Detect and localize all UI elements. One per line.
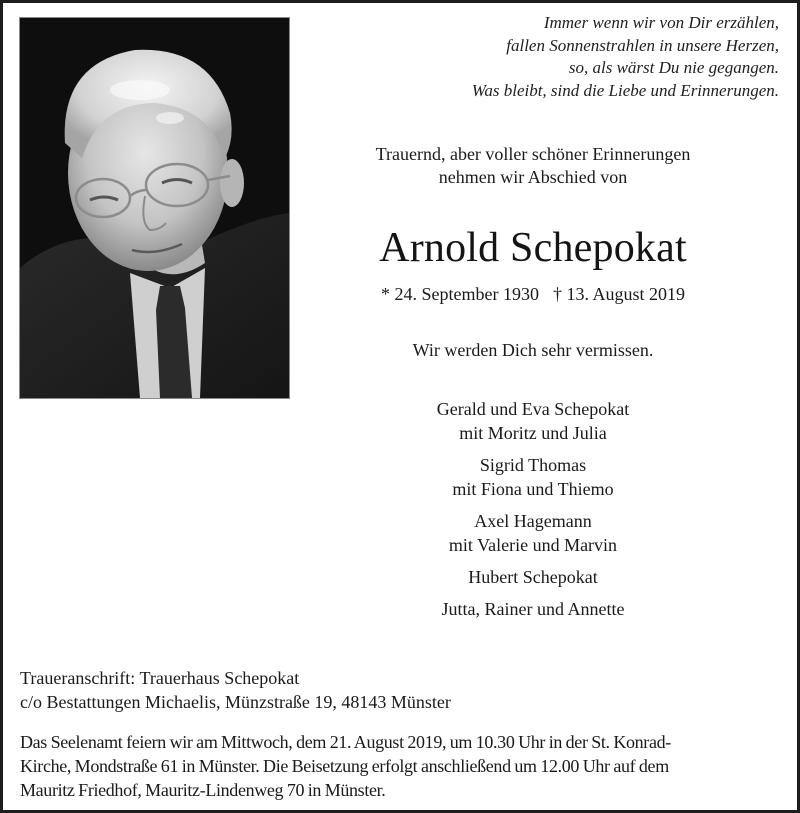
mourner-group xyxy=(333,565,733,589)
poem-line: so, als wärst Du nie gegangen. xyxy=(568,58,779,77)
poem-line: Was bleibt, sind die Liebe und Erinnerungen. xyxy=(471,80,779,100)
portrait-image xyxy=(20,18,289,398)
service-details xyxy=(20,730,792,802)
memorial-poem xyxy=(339,12,779,102)
life-dates xyxy=(333,282,733,306)
address-line: Traueranschrift: Trauerhaus Schepokat xyxy=(20,668,300,688)
mourner-name: Sigrid Thomas xyxy=(479,455,587,475)
portrait-photo xyxy=(20,18,289,398)
poem-line: Immer wenn wir von Dir erzählen, xyxy=(543,13,779,32)
mourning-address xyxy=(20,666,451,714)
intro-line: Trauernd, aber voller schöner Erinnerungen xyxy=(375,144,691,164)
mourner-group xyxy=(333,597,733,621)
mourner-name: Axel Hagemann xyxy=(474,511,592,531)
mourner-family: mit Valerie und Marvin xyxy=(448,535,618,555)
mourner-group xyxy=(333,453,733,501)
mourner-name: Gerald und Eva Schepokat xyxy=(436,399,630,419)
service-line: Das Seelenamt feiern wir am Mittwoch, dem 21. August 2019, um 10.30 Uhr in der St. Konrad- xyxy=(20,732,671,752)
service-line: Mauritz Friedhof, Mauritz-Lindenweg 70 in Münster. xyxy=(20,780,386,800)
intro-text xyxy=(333,143,733,189)
mourner-family: mit Moritz und Julia xyxy=(459,423,607,443)
mourner-group xyxy=(333,509,733,557)
mourner-name: Jutta, Rainer und Annette xyxy=(441,599,625,619)
death-date: † 13. August 2019 xyxy=(552,284,685,304)
mourner-family: mit Fiona und Thiemo xyxy=(452,479,614,499)
mourner-name: Hubert Schepokat xyxy=(468,567,598,587)
address-line: c/o Bestattungen Michaelis, Münzstraße 19, 48143 Münster xyxy=(20,692,451,712)
service-line: Kirche, Mondstraße 61 in Münster. Die Beisetzung erfolgt anschließend um 12.00 Uhr auf dem xyxy=(20,756,669,776)
mourners-list xyxy=(333,397,733,629)
intro-line: nehmen wir Abschied von xyxy=(438,167,628,187)
farewell-message: Wir werden Dich sehr vermissen. xyxy=(412,340,654,360)
birth-date: * 24. September 1930 xyxy=(381,284,539,304)
poem-line: fallen Sonnenstrahlen in unsere Herzen, xyxy=(506,35,779,55)
deceased-name: Arnold Schepokat xyxy=(379,225,687,271)
mourner-group xyxy=(333,397,733,445)
